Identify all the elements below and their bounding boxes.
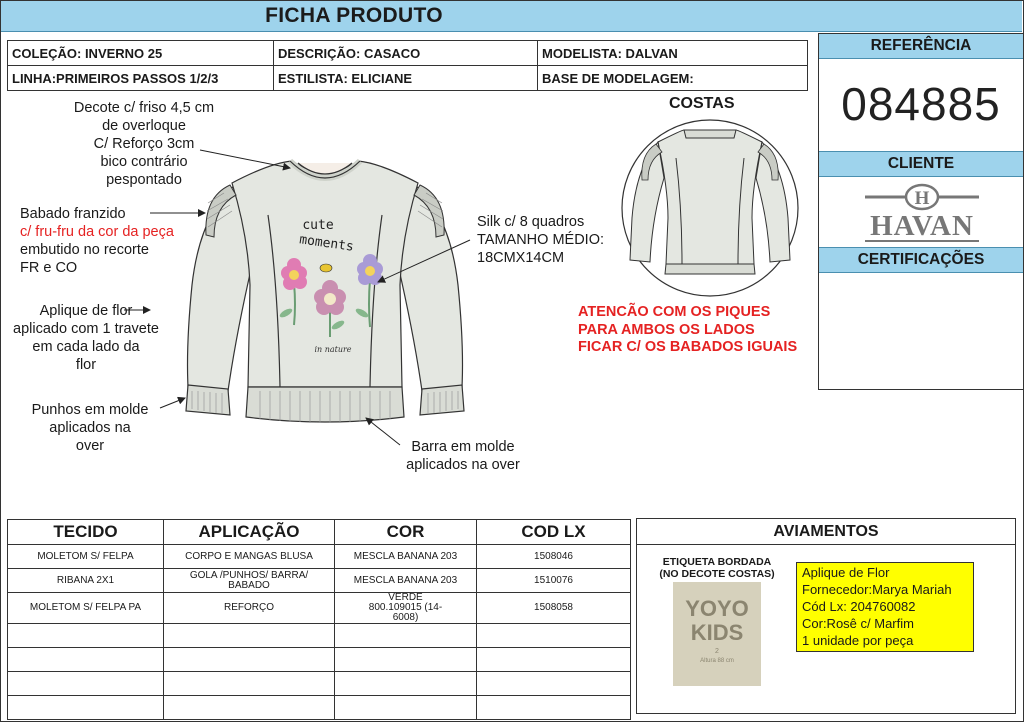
costas-label: COSTAS	[669, 95, 735, 112]
print-text-script: in nature	[314, 345, 352, 354]
header-cod-lx: COD LX	[477, 520, 631, 545]
babado-line-2: c/ fru-fru da cor da peça	[20, 224, 174, 240]
aplique-info-line-5: 1 unidade por peça	[802, 633, 914, 648]
aplique-info-line-4: Cor:Rosê c/ Marfim	[802, 616, 914, 631]
punhos-arrow	[160, 398, 185, 408]
linha-cell: LINHA:PRIMEIROS PASSOS 1/2/3	[8, 66, 274, 91]
certificacoes-label: CERTIFICAÇÕES	[819, 247, 1023, 273]
aplique-line-2: aplicado com 1 travete	[13, 321, 159, 337]
aplique-info-line-2: Fornecedor:Marya Mariah	[802, 582, 952, 597]
table-row	[8, 569, 631, 593]
table-row-empty	[8, 648, 631, 672]
modelista-cell: MODELISTA: DALVAN	[538, 41, 808, 66]
referencia-label: REFERÊNCIA	[819, 34, 1023, 59]
descricao-cell: DESCRIÇÃO: CASACO	[274, 41, 538, 66]
etiqueta-title-line-1: ETIQUETA BORDADA	[662, 556, 772, 568]
table-row	[8, 593, 631, 624]
materials-table	[7, 519, 631, 720]
cliente-label: CLIENTE	[819, 151, 1023, 177]
table-row-empty	[8, 696, 631, 720]
table-row	[8, 545, 631, 569]
aplique-info-line-3: Cód Lx: 204760082	[802, 599, 916, 614]
decote-line-3: C/ Reforço 3cm	[93, 136, 195, 152]
havan-logo-text: HAVAN	[870, 210, 974, 242]
cell-aplicacao: CORPO E MANGAS BLUSA	[164, 545, 335, 569]
cell-cor: MESCLA BANANA 203	[335, 569, 477, 593]
decote-arrow	[200, 150, 290, 168]
etiqueta-title	[650, 556, 784, 580]
estilista-cell: ESTILISTA: ELICIANE	[274, 66, 538, 91]
header-cor: COR	[335, 520, 477, 545]
decote-line-4: bico contrário	[100, 154, 188, 170]
base-modelagem-cell: BASE DE MODELAGEM:	[538, 66, 808, 91]
warning-line-3: FICAR C/ OS BABADOS IGUAIS	[578, 339, 798, 355]
aplique-line-3: em cada lado da	[32, 339, 140, 355]
aplique-line-4: flor	[75, 357, 97, 373]
aviamentos-title: AVIAMENTOS	[637, 519, 1015, 545]
cell-aplicacao: REFORÇO	[164, 593, 335, 624]
cell-cod: 1508046	[477, 545, 631, 569]
warning-line-2: PARA AMBOS OS LADOS	[578, 321, 755, 338]
cell-cod: 1508058	[477, 593, 631, 624]
silk-arrow	[378, 240, 470, 282]
aplique-line-1: Aplique de flor	[39, 303, 133, 319]
cell-cod: 1510076	[477, 569, 631, 593]
cell-tecido: MOLETOM S/ FELPA	[8, 545, 164, 569]
print-text-cute: cute	[302, 218, 334, 233]
cell-aplicacao: GOLA /PUNHOS/ BARRA/ BABADO	[164, 569, 335, 593]
babado-line-1: Babado franzido	[20, 206, 126, 222]
page-title: FICHA PRODUTO	[265, 4, 443, 27]
babado-line-4: FR e CO	[20, 260, 78, 276]
silk-line-1: Silk c/ 8 quadros	[477, 214, 585, 230]
punhos-line-1: Punhos em molde	[31, 402, 149, 418]
table-row-empty	[8, 624, 631, 648]
silk-line-3: 18CMX14CM	[477, 250, 565, 266]
reference-number: 084885	[841, 78, 1001, 130]
silk-line-2: TAMANHO MÉDIO:	[477, 232, 605, 248]
cell-cor: VERDE 800.109015 (14-6008)	[335, 593, 477, 624]
label-height-text: Altura 88 cm	[700, 658, 734, 664]
cell-cor: MESCLA BANANA 203	[335, 545, 477, 569]
colecao-cell: COLEÇÃO: INVERNO 25	[8, 41, 274, 66]
warning-line-1: ATENCÃO COM OS PIQUES	[578, 304, 771, 320]
header-aplicacao: APLICAÇÃO	[164, 520, 335, 545]
table-row-empty	[8, 672, 631, 696]
aplique-info-box	[796, 562, 974, 652]
cell-tecido: RIBANA 2X1	[8, 569, 164, 593]
kids-text: KIDS	[690, 620, 744, 645]
barra-line-1: Barra em molde	[411, 439, 515, 455]
aplique-info-line-1: Aplique de Flor	[802, 565, 890, 580]
barra-arrow	[366, 418, 400, 445]
header-tecido: TECIDO	[8, 520, 164, 545]
cell-tecido: MOLETOM S/ FELPA PA	[8, 593, 164, 624]
decote-line-5: pespontado	[106, 172, 182, 188]
barra-line-2: aplicados na over	[406, 457, 520, 473]
punhos-line-2: aplicados na	[49, 420, 131, 436]
print-text-moments: moments	[298, 232, 355, 255]
decote-line-1: Decote c/ friso 4,5 cm	[73, 100, 215, 116]
punhos-line-3: over	[75, 438, 105, 454]
decote-line-2: de overloque	[102, 118, 186, 134]
label-size-text: 2	[715, 648, 719, 655]
babado-line-3: embutido no recorte	[20, 242, 149, 258]
yoyo-kids-label-image	[673, 582, 761, 686]
yoyo-text: YOYO	[685, 596, 749, 621]
etiqueta-title-line-2: (NO DECOTE COSTAS)	[659, 568, 775, 580]
havan-logo-letter: H	[914, 188, 930, 209]
